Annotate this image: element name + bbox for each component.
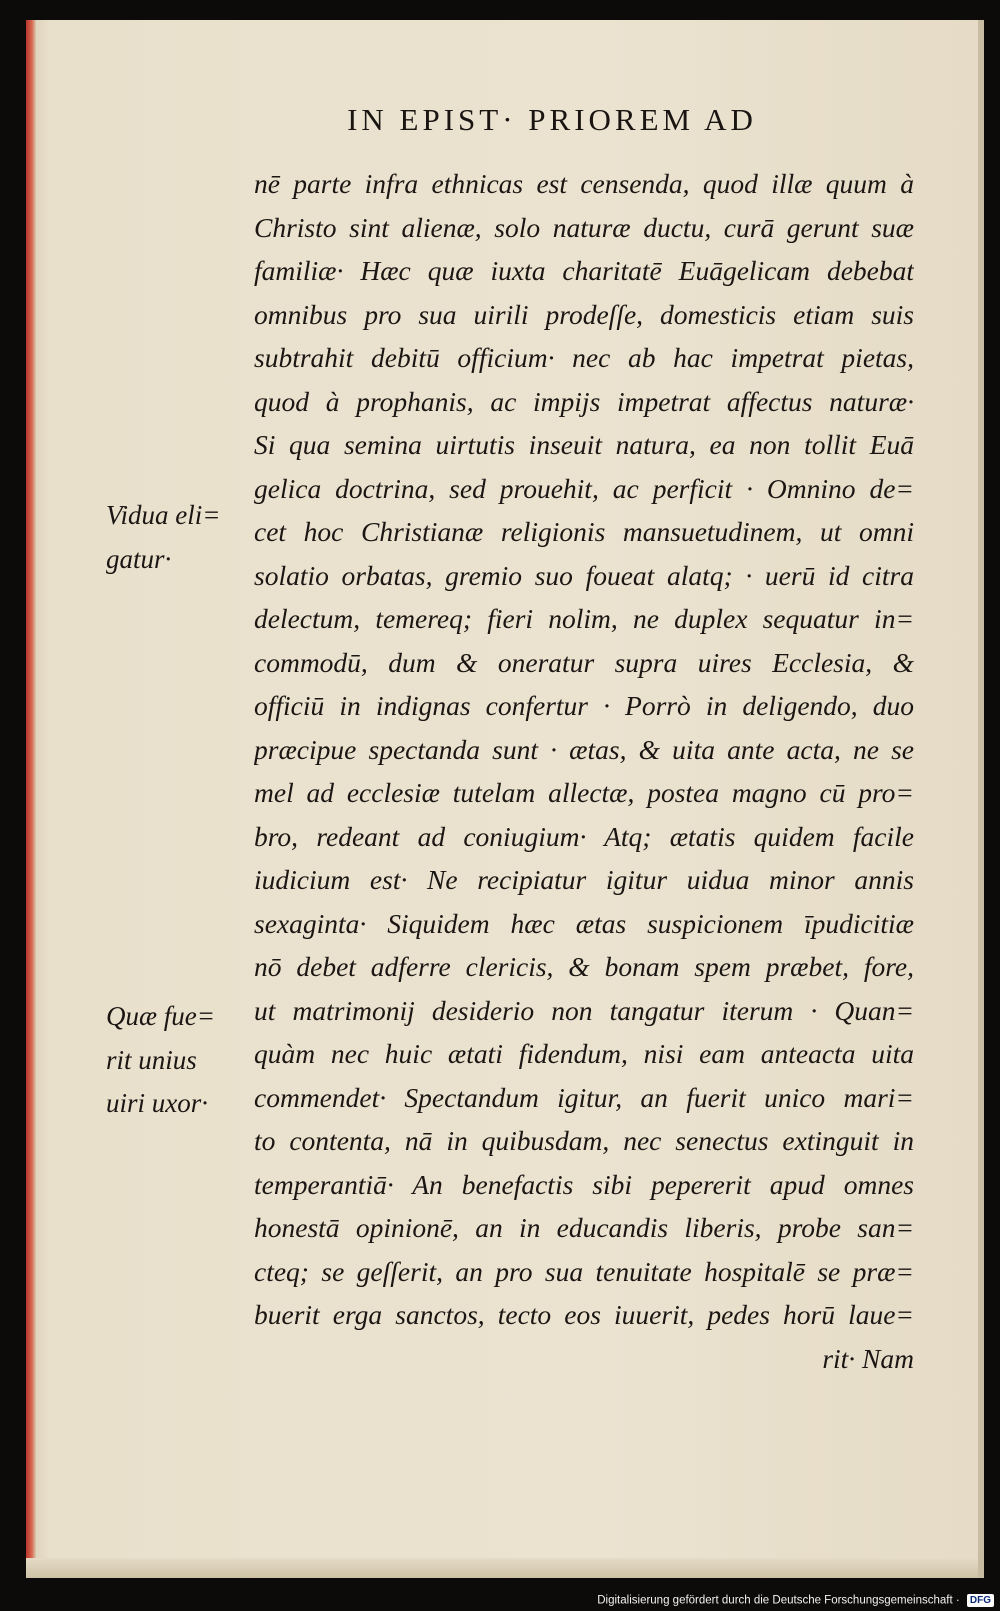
- text-line: Si qua semina uirtutis inseuit natura, ea non tollit Euā: [254, 429, 914, 460]
- text-line: Christo sint alienæ, solo naturæ ductu, curā gerunt suæ: [254, 211, 914, 243]
- text-line: familiæ· Hæc quæ iuxta charitatē Euāgelicam debebat: [254, 255, 914, 286]
- text-line: quod à prophanis, ac impijs impetrat affectus naturæ·: [254, 385, 914, 417]
- page-bottom-edge: [26, 1558, 978, 1578]
- text-line: cteq; se geſſerit, an pro sua tenuitate hospitalē se præ=: [254, 1255, 914, 1287]
- text-line: solatio orbatas, gremio suo foueat alatq; · uerū id citra: [254, 559, 914, 591]
- dfg-logo: DFG: [967, 1594, 994, 1607]
- text-line: nō debet adferre clericis, & bonam spem præbet, fore,: [254, 951, 914, 982]
- text-line: ut matrimonij desiderio non tangatur iterum · Quan=: [254, 994, 914, 1026]
- credit-text: Digitalisierung gefördert durch die Deutsche Forschungsgemeinschaft ·: [597, 1594, 960, 1607]
- text-line: cet hoc Christianæ religionis mansuetudinem, ut omni: [254, 516, 914, 547]
- marginal-note-line: gatur·: [106, 543, 172, 574]
- book-page: [26, 20, 984, 1578]
- digitization-credit: [597, 1594, 994, 1607]
- body-text: [254, 162, 914, 1380]
- marginal-note-line: Vidua eli=: [106, 500, 221, 530]
- text-line: bro, redeant ad coniugium· Atq; ætatis quidem facile: [254, 820, 914, 852]
- marginal-note-line: uiri uxor·: [106, 1088, 209, 1118]
- text-line: honestā opinionē, an in educandis liberis, probe san=: [254, 1212, 914, 1243]
- text-line: sexaginta· Siquidem hæc ætas suspicionem īpudicitiæ: [254, 907, 914, 939]
- text-line: quàm nec huic ætati fidendum, nisi eam anteacta uita: [254, 1038, 914, 1069]
- text-line: to contenta, nā in quibusdam, nec senectus extinguit in: [254, 1125, 914, 1156]
- text-line: commodū, dum & oneratur supra uires Ecclesia, &: [254, 646, 914, 678]
- text-line: delectum, temereq; fieri nolim, ne duplex sequatur in=: [254, 603, 914, 634]
- text-line: officiū in indignas confertur · Porrò in deligendo, duo: [254, 690, 914, 721]
- text-line: temperantiā· An benefactis sibi pepererit apud omnes: [254, 1168, 914, 1200]
- marginal-note-line: Quæ fue=: [106, 1001, 215, 1031]
- text-line: commendet· Spectandum igitur, an fuerit unico mari=: [254, 1081, 914, 1113]
- text-line: omnibus pro sua uirili prodeſſe, domesticis etiam suis: [254, 298, 914, 330]
- text-line: nē parte infra ethnicas est censenda, quod illæ quum à: [254, 168, 914, 199]
- running-head: IN EPIST· PRIOREM AD: [347, 102, 757, 137]
- text-line: iudicium est· Ne recipiatur igitur uidua minor annis: [254, 864, 914, 895]
- text-line: buerit erga sanctos, tecto eos iuuerit, pedes horū laue=: [254, 1299, 914, 1330]
- marginal-note-line: rit unius: [106, 1044, 197, 1075]
- text-line: præcipue spectanda sunt · ætas, & uita ante acta, ne se: [254, 733, 914, 765]
- text-line: mel ad ecclesiæ tutelam allectæ, postea magno cū pro=: [254, 777, 914, 808]
- marginal-note-quae-fuerit: [106, 995, 215, 1126]
- text-line: gelica doctrina, sed prouehit, ac perficit · Omnino de=: [254, 472, 914, 504]
- text-line: rit· Nam: [822, 1342, 914, 1374]
- marginal-note-vidua: [106, 494, 220, 581]
- text-line: subtrahit debitū officium· nec ab hac impetrat pietas,: [254, 342, 914, 373]
- page-spine-edge: [26, 20, 36, 1578]
